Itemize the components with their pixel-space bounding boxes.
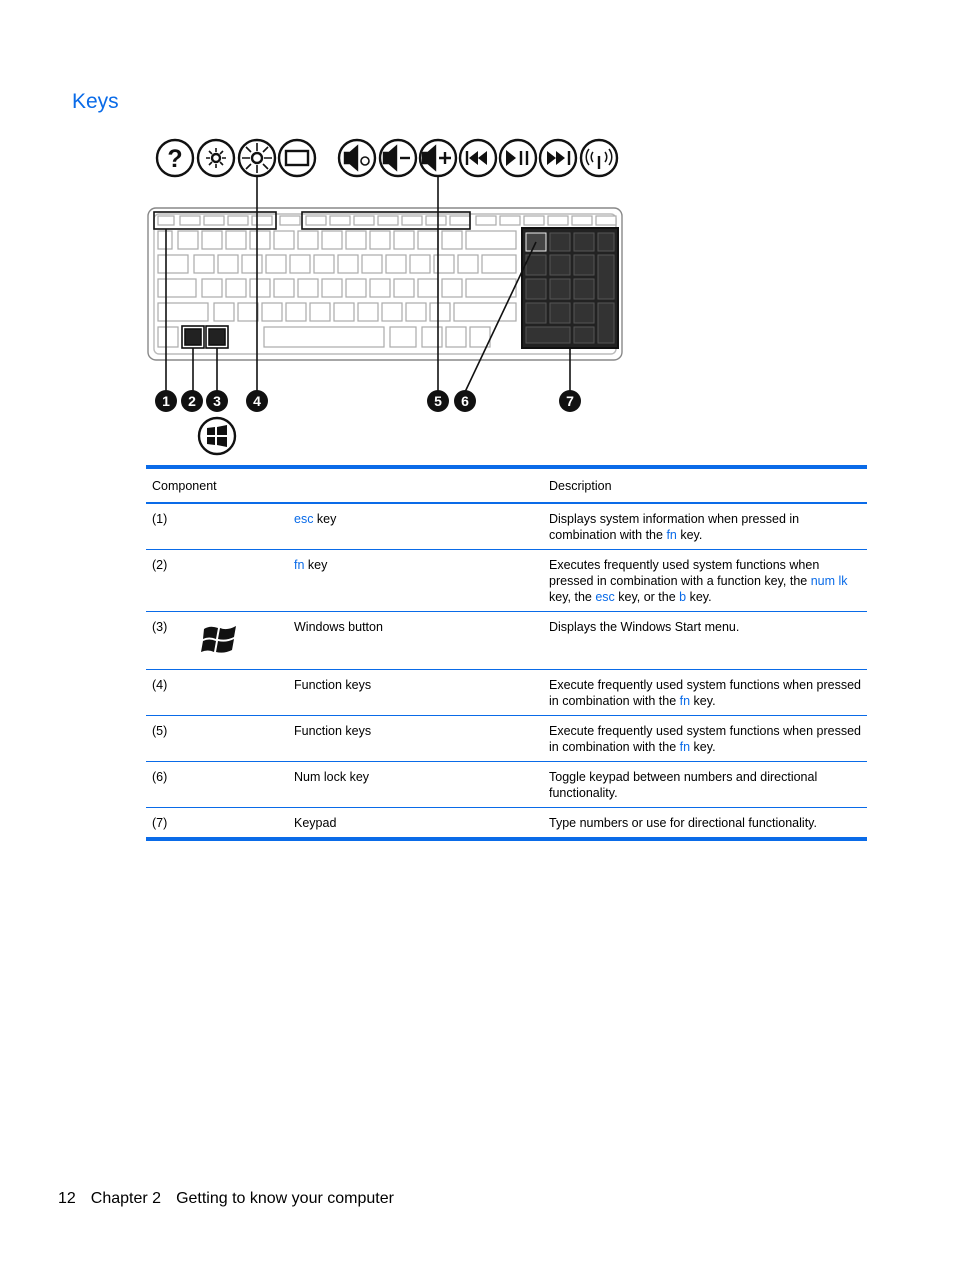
component-label: key (313, 512, 337, 526)
key-name-highlight: fn (666, 528, 677, 542)
key-name-highlight: esc (294, 512, 314, 526)
play-pause-icon (500, 140, 536, 176)
row-number: (4) (146, 670, 194, 716)
component-description (543, 808, 867, 840)
component-name (288, 550, 543, 612)
row-icon-cell (194, 503, 288, 550)
description-text: Type numbers or use for directional functionality. (549, 816, 817, 830)
component-description (543, 670, 867, 716)
key-name-highlight: fn (679, 740, 691, 754)
description-text: Displays system information when pressed in combination with the (549, 512, 800, 542)
brightness-up-icon (239, 140, 275, 176)
description-text: key. (690, 740, 716, 754)
svg-text:6: 6 (461, 393, 469, 409)
component-label: Windows button (294, 620, 383, 634)
header-description: Description (543, 467, 867, 503)
key-name-highlight: b (679, 590, 687, 604)
row-number: (2) (146, 550, 194, 612)
description-text: Execute frequently used system functions when pressed in combination with the (549, 724, 861, 754)
component-description (543, 612, 867, 670)
volume-down-icon (380, 140, 416, 176)
component-label: Function keys (294, 724, 372, 738)
table-row (146, 808, 867, 840)
component-label: Keypad (294, 816, 337, 830)
page-footer (58, 1190, 409, 1208)
description-text: key, the (549, 590, 596, 604)
chapter-title: Getting to know your computer (176, 1190, 394, 1207)
component-name (288, 503, 543, 550)
chapter-label: Chapter 2 (90, 1190, 162, 1207)
help-icon (157, 140, 193, 176)
svg-text:5: 5 (434, 393, 442, 409)
keys-table (146, 465, 867, 841)
keypad-highlight (522, 228, 618, 348)
svg-text:?: ? (167, 145, 183, 173)
key-name-highlight: fn (294, 558, 305, 572)
keyboard-diagram (140, 130, 640, 460)
svg-text:1: 1 (162, 393, 170, 409)
callout-4 (246, 390, 268, 412)
mute-icon (339, 140, 375, 176)
row-number: (1) (146, 503, 194, 550)
row-icon-cell (194, 670, 288, 716)
component-name (288, 716, 543, 762)
component-name (288, 670, 543, 716)
row-icon-cell (194, 808, 288, 840)
component-name (288, 762, 543, 808)
component-description (543, 503, 867, 550)
component-label: key (304, 558, 328, 572)
table-header (146, 467, 867, 503)
callout-2 (181, 390, 203, 412)
component-label: Num lock key (294, 770, 370, 784)
volume-up-icon (420, 140, 456, 176)
key-name-highlight: esc (595, 590, 615, 604)
component-description (543, 716, 867, 762)
svg-text:7: 7 (566, 393, 574, 409)
page-number: 12 (58, 1190, 76, 1207)
table-row (146, 716, 867, 762)
row-icon-cell (194, 716, 288, 762)
page-title: Keys (72, 90, 119, 113)
previous-track-icon (460, 140, 496, 176)
row-icon-cell (194, 762, 288, 808)
description-text: key. (676, 528, 703, 542)
brightness-down-icon (198, 140, 234, 176)
description-text: Displays the Windows Start menu. (549, 620, 740, 634)
callout-3 (206, 390, 228, 412)
row-icon-cell (194, 612, 288, 670)
component-name (288, 808, 543, 840)
row-number: (6) (146, 762, 194, 808)
table-row (146, 550, 867, 612)
description-text: Toggle keypad between numbers and directional functionality. (549, 770, 818, 800)
row-number: (7) (146, 808, 194, 840)
wireless-icon (581, 140, 617, 176)
table-row (146, 503, 867, 550)
callout-5 (427, 390, 449, 412)
header-component: Component (146, 467, 543, 503)
row-icon-cell (194, 550, 288, 612)
next-track-icon (540, 140, 576, 176)
key-name-highlight: fn (679, 694, 691, 708)
component-label: Function keys (294, 678, 372, 692)
component-description (543, 762, 867, 808)
component-name (288, 612, 543, 670)
description-text: Executes frequently used system functions when pressed in combination with a function key, the (549, 558, 820, 588)
table-row (146, 762, 867, 808)
svg-text:2: 2 (188, 393, 196, 409)
callout-1 (155, 390, 177, 412)
key-name-highlight: num lk (810, 574, 848, 588)
description-text: key. (686, 590, 712, 604)
component-description (543, 550, 867, 612)
table-row (146, 670, 867, 716)
row-number: (3) (146, 612, 194, 670)
callout-6 (454, 390, 476, 412)
svg-text:4: 4 (253, 393, 261, 409)
description-text: key. (690, 694, 716, 708)
display-switch-icon (279, 140, 315, 176)
table-row (146, 612, 867, 670)
svg-text:3: 3 (213, 393, 221, 409)
row-number: (5) (146, 716, 194, 762)
description-text: Execute frequently used system functions when pressed in combination with the (549, 678, 861, 708)
windows-logo-icon (199, 418, 235, 454)
description-text: key, or the (614, 590, 680, 604)
windows-logo-icon (200, 619, 240, 659)
callout-7 (559, 390, 581, 412)
